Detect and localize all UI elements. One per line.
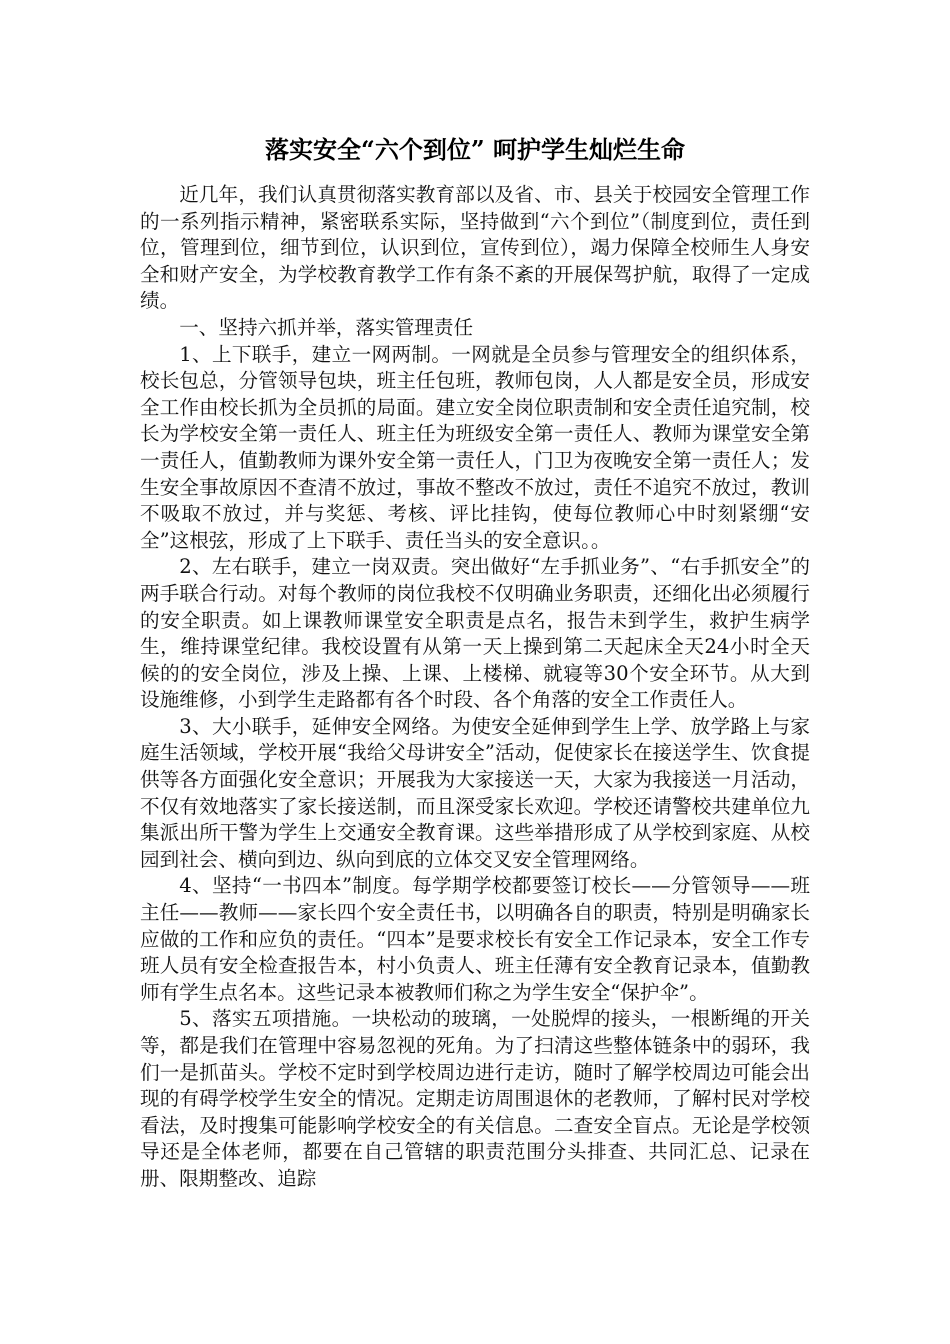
section-heading-1: 一、坚持六抓并举，落实管理责任 [179, 315, 474, 339]
paragraph-intro: 近几年，我们认真贯彻落实教育部以及省、市、县关于校园安全管理工作的一系列指示精神，紧密联系实际，坚持做到“六个到位”（制度到位，责任到位，管理到位，细节到位，认识到位，宣传到位），竭力保障全校师生人身安全和财产安全，为学校教育教学工作有条不紊的开展保驾护航，取得了一定成绩。 [140, 183, 810, 313]
document-title: 落实安全“六个到位” 呵护学生灿烂生命 [265, 135, 685, 164]
document-body [140, 128, 810, 1193]
paragraph-item-5: 5、落实五项措施。一块松动的玻璃，一处脱焊的接头，一根断绳的开关等，都是我们在管理中容易忽视的死角。为了扫清这些整体链条中的弱环，我们一是抓苗头。学校不定时到学校周边进行走访，随时了解学校周边可能会出现的有碍学校学生安全的情况。定期走访周围退休的老教师，了解村民对学校看法，及时搜集可能影响学校安全的有关信息。二查安全盲点。无论是学校领导还是全体老师，都要在自己管辖的职责范围分头排查、共同汇总、记录在册、限期整改、追踪 [140, 1007, 810, 1190]
paragraph-item-2: 2、左右联手，建立一岗双责。突出做好“左手抓业务”、“右手抓安全”的两手联合行动。对每个教师的岗位我校不仅明确业务职责，还细化出必须履行的安全职责。如上课教师课堂安全职责是点名，报告未到学生，救护生病学生，维持课堂纪律。我校设置有从第一天上操到第二天起床全天24小时全天候的的安全岗位，涉及上操、上课、上楼梯、就寝等30个安全环节。从大到设施维修，小到学生走路都有各个时段、各个角落的安全工作责任人。 [140, 555, 810, 712]
paragraph-item-3: 3、大小联手，延伸安全网络。为使安全延伸到学生上学、放学路上与家庭生活领域，学校开展“我给父母讲安全”活动，促使家长在接送学生、饮食提供等各方面强化安全意识；开展我为大家接送一天，大家为我接送一月活动，不仅有效地落实了家长接送制，而且深受家长欢迎。学校还请警校共建单位九集派出所干警为学生上交通安全教育课。这些举措形成了从学校到家庭、从校园到社会、横向到边、纵向到底的立体交叉安全管理网络。 [140, 714, 810, 871]
paragraph-item-1: 1、上下联手，建立一网两制。一网就是全员参与管理安全的组织体系，校长包总，分管领导包块，班主任包班，教师包岗，人人都是安全员，形成安全工作由校长抓为全员抓的局面。建立安全岗位职责制和安全责任追究制，校长为学校安全第一责任人、班主任为班级安全第一责任人、教师为课堂安全第一责任人，值勤教师为课外安全第一责任人，门卫为夜晚安全第一责任人；发生安全事故原因不查清不放过，事故不整改不放过，责任不追究不放过，教训不吸取不放过，并与奖惩、考核、评比挂钩，使每位教师心中时刻紧绷“安全”这根弦，形成了上下联手、责任当头的安全意识。。 [140, 342, 810, 552]
paragraph-item-4: 4、坚持“一书四本”制度。每学期学校都要签订校长——分管领导——班主任——教师——家长四个安全责任书，以明确各自的职责，特别是明确家长应做的工作和应负的责任。“四本”是要求校长有安全工作记录本，安全工作专班人员有安全检查报告本，村小负责人、班主任薄有安全教育记录本，值勤教师有学生点名本。这些记录本被教师们称之为学生安全“保护伞”。 [140, 874, 810, 1004]
